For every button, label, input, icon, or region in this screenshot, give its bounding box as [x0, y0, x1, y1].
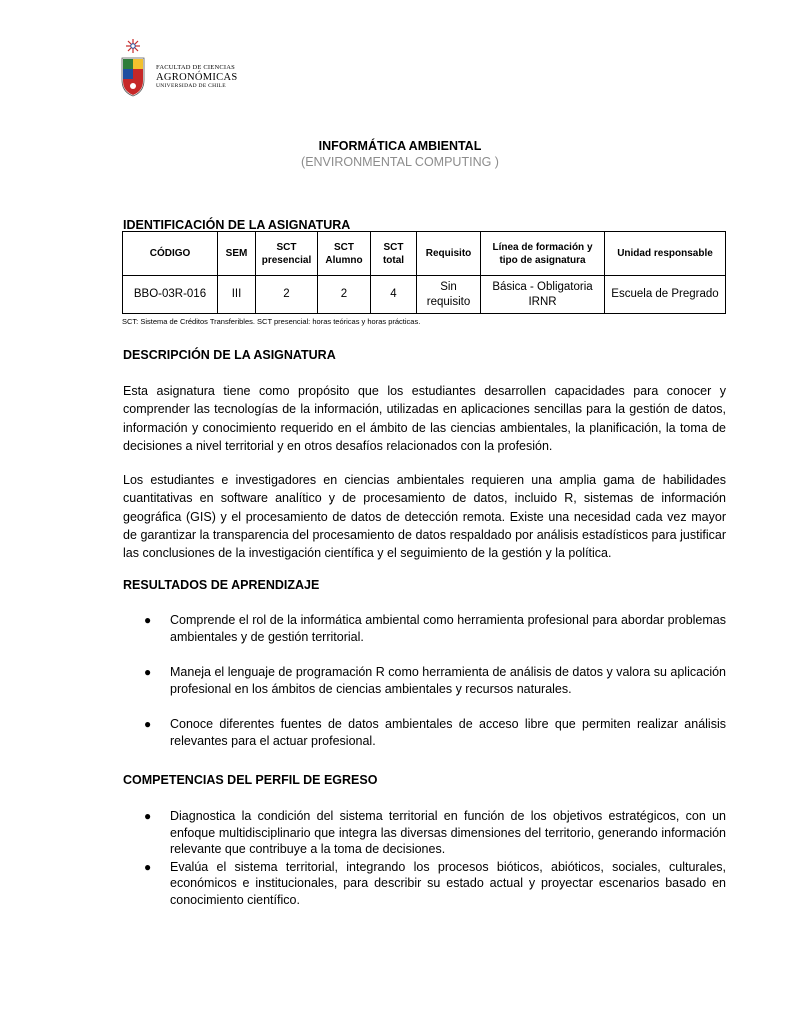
- competencies-heading: COMPETENCIAS DEL PERFIL DE EGRESO: [123, 773, 378, 787]
- table-header: SEM: [218, 232, 256, 276]
- list-item: [123, 664, 726, 697]
- learning-outcomes-heading: RESULTADOS DE APRENDIZAJE: [123, 578, 320, 592]
- table-row: [123, 276, 726, 314]
- list-item: [123, 808, 726, 858]
- bullet-icon: ●: [144, 859, 152, 874]
- list-item-text: Diagnostica la condición del sistema territorial en función de los objetivos estratégicos, con un enfoque multidisciplinario que integra las diversas dimensiones del territorio, generando información relevante que contribuye a la toma de decisiones.: [170, 809, 726, 856]
- table-header: SCT total: [371, 232, 417, 276]
- university-shield-icon: [120, 38, 156, 98]
- competencies-list: [123, 808, 726, 909]
- table-cell: 2: [256, 276, 318, 314]
- description-paragraph-2: Los estudiantes e investigadores en ciencias ambientales requieren una amplia gama de habilidades cuantitativas en software analítico y de procesamiento de datos, incluido R, sistemas de información geográfica (GIS) y el procesamiento de datos de detección remota. Existe una necesidad cada vez mayor de garantizar la transparencia del procesamiento de datos respaldado por análisis estadísticos para justificar las conclusiones de la investigación científica y el seguimiento de la gestión y la política.: [123, 473, 726, 561]
- bullet-icon: ●: [144, 717, 152, 731]
- list-item-text: Conoce diferentes fuentes de datos ambientales de acceso libre que permiten realizar análisis relevantes para el actuar profesional.: [170, 717, 726, 748]
- bullet-icon: ●: [144, 613, 152, 627]
- identification-heading: IDENTIFICACIÓN DE LA ASIGNATURA: [123, 218, 351, 232]
- table-cell: III: [218, 276, 256, 314]
- learning-outcomes-list: [123, 612, 726, 768]
- table-cell: 4: [371, 276, 417, 314]
- list-item: [123, 716, 726, 749]
- table-cell: 2: [318, 276, 371, 314]
- bullet-icon: ●: [144, 665, 152, 679]
- table-header: SCT Alumno: [318, 232, 371, 276]
- logo-line-1: FACULTAD DE CIENCIAS: [156, 64, 235, 71]
- table-header-row: [123, 232, 726, 276]
- document-subtitle: (ENVIRONMENTAL COMPUTING ): [301, 155, 499, 169]
- table-cell: Sin requisito: [417, 276, 481, 314]
- bullet-icon: ●: [144, 809, 152, 823]
- table-footnote: SCT: Sistema de Créditos Transferibles. SCT presencial: horas teóricas y horas prácticas.: [122, 317, 421, 326]
- identification-table: [122, 231, 726, 314]
- description-paragraph-1: Esta asignatura tiene como propósito que los estudiantes desarrollen capacidades para conocer y comprender las tecnologías de la información, utilizadas en aplicaciones sencillas para la gestión de datos, información y conocimiento requerido en el ámbito de las ciencias ambientales, la planificación, la toma de decisiones a nivel territorial y en otros desafíos relacionados con la profesión.: [123, 384, 726, 453]
- table-cell: BBO-03R-016: [123, 276, 218, 314]
- table-cell: Básica - Obligatoria IRNR: [481, 276, 605, 314]
- table-header: Línea de formación y tipo de asignatura: [481, 232, 605, 276]
- list-item: [123, 859, 726, 909]
- faculty-logo: [120, 38, 240, 98]
- description-heading: DESCRIPCIÓN DE LA ASIGNATURA: [123, 348, 336, 362]
- list-item: [123, 612, 726, 645]
- list-item-text: Maneja el lenguaje de programación R como herramienta de análisis de datos y valora su aplicación profesional en los ámbitos de ciencias ambientales y recursos naturales.: [170, 665, 726, 696]
- table-header: Unidad responsable: [605, 232, 726, 276]
- table-header: SCT presencial: [256, 232, 318, 276]
- list-item-text: Evalúa el sistema territorial, integrando los procesos bióticos, abióticos, sociales, culturales, económicos e institucionales, para describir su estado actual y proyectar escenarios basado en conocimiento científico.: [170, 859, 726, 907]
- logo-line-2: AGRONÓMICAS: [156, 72, 238, 83]
- table-cell: Escuela de Pregrado: [605, 276, 726, 314]
- table-header: CÓDIGO: [123, 232, 218, 276]
- table-header: Requisito: [417, 232, 481, 276]
- logo-line-3: UNIVERSIDAD DE CHILE: [156, 83, 226, 89]
- list-item-text: Comprende el rol de la informática ambiental como herramienta profesional para abordar problemas ambientales y de gestión territorial.: [170, 613, 726, 644]
- document-title: INFORMÁTICA AMBIENTAL: [318, 139, 482, 153]
- logo-text: [156, 64, 246, 90]
